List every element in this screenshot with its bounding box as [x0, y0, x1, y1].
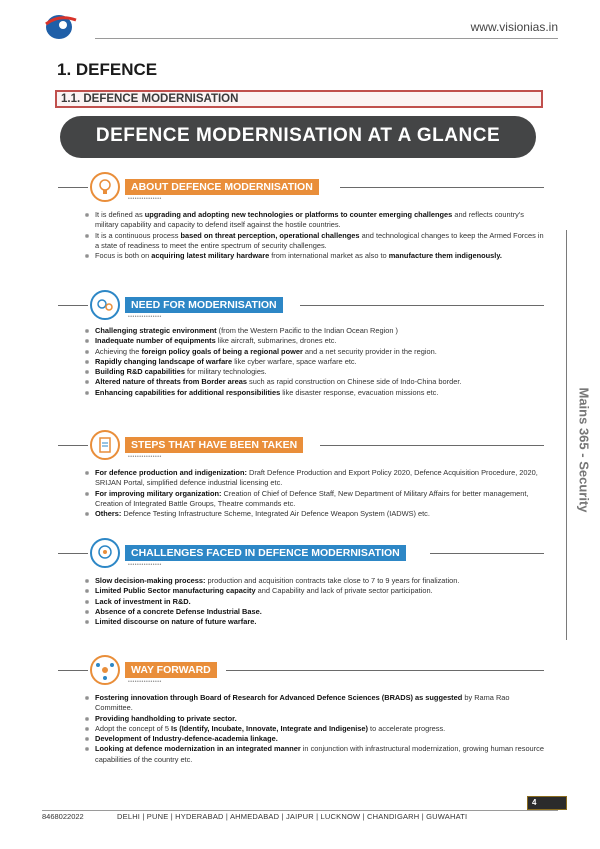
list-item: Building R&D capabilities for military technologies. [83, 367, 544, 377]
list-item: Adopt the concept of 5 Is (Identify, Incubate, Innovate, Integrate and Indigenise) to accelerate progress. [83, 724, 544, 734]
side-label: Mains 365 - Security [576, 387, 592, 513]
visionias-logo [42, 12, 80, 42]
section-title: STEPS THAT HAVE BEEN TAKEN [125, 437, 303, 453]
list-item: Fostering innovation through Board of Research for Advanced Defence Sciences (BRADS) as suggested by Rama Rao Committee. [83, 693, 544, 714]
section-rule [58, 187, 88, 188]
footer-phone: 8468022022 [42, 812, 84, 821]
list-item: Absence of a concrete Defense Industrial Base. [83, 607, 544, 617]
section-heading-box [55, 90, 543, 108]
head-gear-icon [90, 538, 120, 568]
need-list [83, 326, 544, 398]
page-number: 4 [527, 796, 567, 810]
list-item: Providing handholding to private sector. [83, 714, 544, 724]
list-item: Development of Industry-defence-academia linkage. [83, 734, 544, 744]
banner-title: DEFENCE MODERNISATION AT A GLANCE [95, 125, 501, 146]
list-item: Others: Defence Testing Infrastructure Scheme, Integrated Air Defence Weapon System (IADWS) etc. [83, 509, 544, 519]
footer-cities: DELHI | PUNE | HYDERABAD | AHMEDABAD | JAIPUR | LUCKNOW | CHANDIGARH | GUWAHATI [117, 812, 468, 821]
list-item: Rapidly changing landscape of warfare like cyber warfare, space warfare etc. [83, 357, 544, 367]
list-item: For improving military organization: Creation of Chief of Defence Staff, New Department of Military Affairs for better management, Creation of Integrated Battle Groups, Theatre commands etc. [83, 489, 544, 510]
list-item: Challenging strategic environment (from the Western Pacific to the Indian Ocean Region ) [83, 326, 544, 336]
list-item: Achieving the foreign policy goals of being a regional power and a net security provider in the region. [83, 347, 544, 357]
section-title: CHALLENGES FACED IN DEFENCE MODERNISATION [125, 545, 406, 561]
list-item: Focus is both on acquiring latest military hardware from international market as also to manufacture them indigenously. [83, 251, 544, 261]
header-divider [95, 38, 558, 39]
gears-icon [90, 290, 120, 320]
list-item: For defence production and indigenization: Draft Defence Production and Export Policy 2020, Defence Acquisition Procedure, 2020, SRIJAN Portal, simplified defence industrial licensing etc. [83, 468, 544, 489]
list-item: Lack of investment in R&D. [83, 597, 544, 607]
list-item: Enhancing capabilities for additional responsibilities like disaster response, evacuation missions etc. [83, 388, 544, 398]
chapter-heading: 1. DEFENCE [57, 60, 158, 79]
list-item: It is defined as upgrading and adopting new technologies or platforms to counter emerging challenges and reflects country's military capability and capacity to defend itself against the hostile countries. [83, 210, 544, 231]
list-item: Altered nature of threats from Border areas such as rapid construction on Chinese side of Indo-China border. [83, 377, 544, 387]
side-divider [566, 230, 567, 640]
way-forward-list [83, 693, 544, 765]
steps-list [83, 468, 544, 519]
about-list [83, 210, 544, 261]
idea-network-icon [90, 655, 120, 685]
website-url[interactable]: www.visionias.in [470, 20, 558, 34]
section-heading: 1.1. DEFENCE MODERNISATION [61, 93, 239, 105]
list-item: Limited discourse on nature of future warfare. [83, 617, 544, 627]
challenges-list [83, 576, 544, 627]
list-item: Slow decision-making process: production and acquisition contracts take close to 7 to 9 years for finalization. [83, 576, 544, 586]
section-title: NEED FOR MODERNISATION [125, 297, 283, 313]
clipboard-icon [90, 430, 120, 460]
side-label-box [577, 380, 591, 520]
section-title: ABOUT DEFENCE MODERNISATION [125, 179, 319, 195]
bulb-icon [90, 172, 120, 202]
title-banner [60, 116, 536, 158]
list-item: Limited Public Sector manufacturing capacity and Capability and lack of private sector participation. [83, 586, 544, 596]
section-title: WAY FORWARD [125, 662, 217, 678]
list-item: Inadequate number of equipments like aircraft, submarines, drones etc. [83, 336, 544, 346]
footer-divider [42, 810, 558, 811]
list-item: Looking at defence modernization in an integrated manner in conjunction with infrastructural modernization, growing human resource capabilities of the country etc. [83, 744, 544, 765]
list-item: It is a continuous process based on threat perception, operational challenges and technological changes to keep the Armed Forces in a state of readiness to meet the entire spectrum of security challenges. [83, 231, 544, 252]
